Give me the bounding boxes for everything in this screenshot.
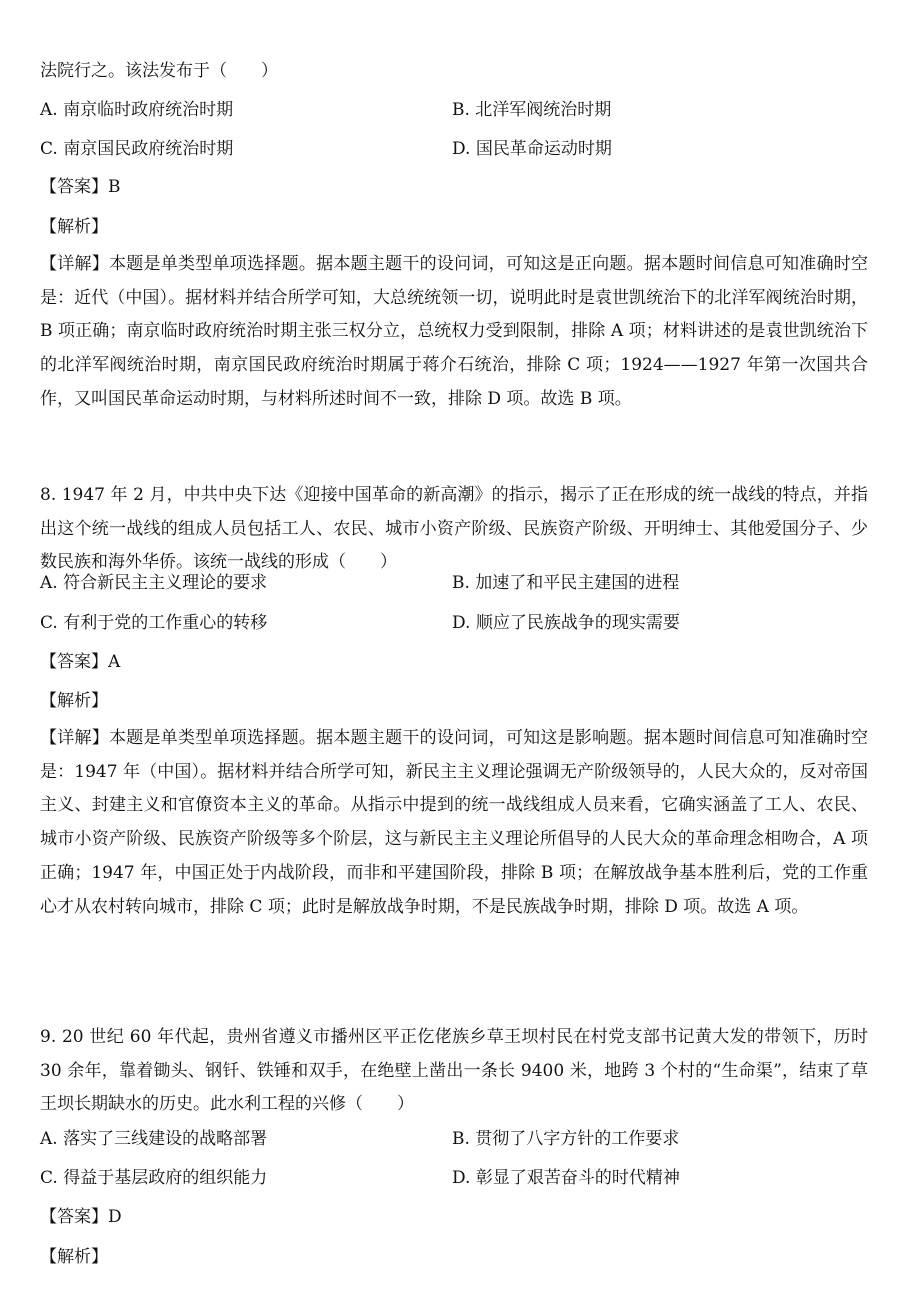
q8-option-a[interactable]: A. 符合新民主主义理论的要求 [40,573,268,593]
q8-answer: 【答案】A [40,652,121,672]
q7-option-c[interactable]: C. 南京国民政府统治时期 [40,139,234,159]
q9-option-b[interactable]: B. 贯彻了八字方针的工作要求 [452,1129,680,1149]
q9-option-c[interactable]: C. 得益于基层政府的组织能力 [40,1168,268,1188]
q9-options-row-1 [40,1128,870,1150]
q8-option-d[interactable]: D. 顺应了民族战争的现实需要 [452,613,680,633]
q8-analysis-label: 【解析】 [40,691,108,711]
q9-option-a[interactable]: A. 落实了三线建设的战略部署 [40,1129,268,1149]
q8-options-row-1 [40,572,870,594]
q7-option-d[interactable]: D. 国民革命运动时期 [452,139,612,159]
q7-answer: 【答案】B [40,177,121,197]
q8-detail: 【详解】本题是单类型单项选择题。据本题主题干的设问词，可知这是影响题。据本题时间信息可知准确时空是：1947 年（中国）。据材料并结合所学可知，新民主主义理论强调无产阶级领导的，人民大众的，反对帝国主义、封建主义和官僚资本主义的革命。从指示中提到的统一战线组成人员来看，它确实涵盖了工人、农民、城市小资产阶级、民族资产阶级等多个阶层，这与新民主主义理论所倡导的人民大众的革命理念相吻合，A 项正确；1947 年，中国正处于内战阶段，而非和平建国阶段，排除 B 项；在解放战争基本胜利后，党的工作重心才从农村转向城市，排除 C 项；此时是解放战争时期，不是民族战争时期，排除 D 项。故选 A 项。 [40,728,868,917]
q7-analysis-label: 【解析】 [40,217,108,237]
q9-stem: 9. 20 世纪 60 年代起，贵州省遵义市播州区平正仡佬族乡草王坝村民在村党支部书记黄大发的带领下，历时 30 余年，靠着锄头、钢钎、铁锤和双手，在绝壁上凿出一条长 9400 米，地跨 3 个村的“生命渠”，结束了草王坝长期缺水的历史。此水利工程的兴修（ ） [40,1027,868,1115]
q8-options-row-2 [40,612,870,634]
q9-options-row-2 [40,1167,870,1189]
q7-stem-tail: 法院行之。该法发布于（ ） [40,61,278,81]
q7-options-row-1 [40,99,870,121]
q8-option-c[interactable]: C. 有利于党的工作重心的转移 [40,613,268,633]
q7-options-row-2 [40,138,870,160]
q9-answer: 【答案】D [40,1207,122,1227]
q7-option-b[interactable]: B. 北洋军阀统治时期 [452,100,612,120]
q9-analysis-label: 【解析】 [40,1247,108,1267]
q8-option-b[interactable]: B. 加速了和平民主建国的进程 [452,573,680,593]
q8-stem: 8. 1947 年 2 月，中共中央下达《迎接中国革命的新高潮》的指示，揭示了正在形成的统一战线的特点，并指出这个统一战线的组成人员包括工人、农民、城市小资产阶级、民族资产阶级、开明绅士、其他爱国分子、少数民族和海外华侨。该统一战线的形成（ ） [40,485,868,573]
q9-option-d[interactable]: D. 彰显了艰苦奋斗的时代精神 [452,1168,680,1188]
q7-detail: 【详解】本题是单类型单项选择题。据本题主题干的设问词，可知这是正向题。据本题时间信息可知准确时空是：近代（中国）。据材料并结合所学可知，大总统统领一切，说明此时是袁世凯统治下的北洋军阀统治时期，B 项正确；南京临时政府统治时期主张三权分立，总统权力受到限制，排除 A 项；材料讲述的是袁世凯统治下的北洋军阀统治时期，南京国民政府统治时期属于蒋介石统治，排除 C 项；1924——1927 年第一次国共合作，又叫国民革命运动时期，与材料所述时间不一致，排除 D 项。故选 B 项。 [40,254,868,409]
q7-option-a[interactable]: A. 南京临时政府统治时期 [40,100,234,120]
